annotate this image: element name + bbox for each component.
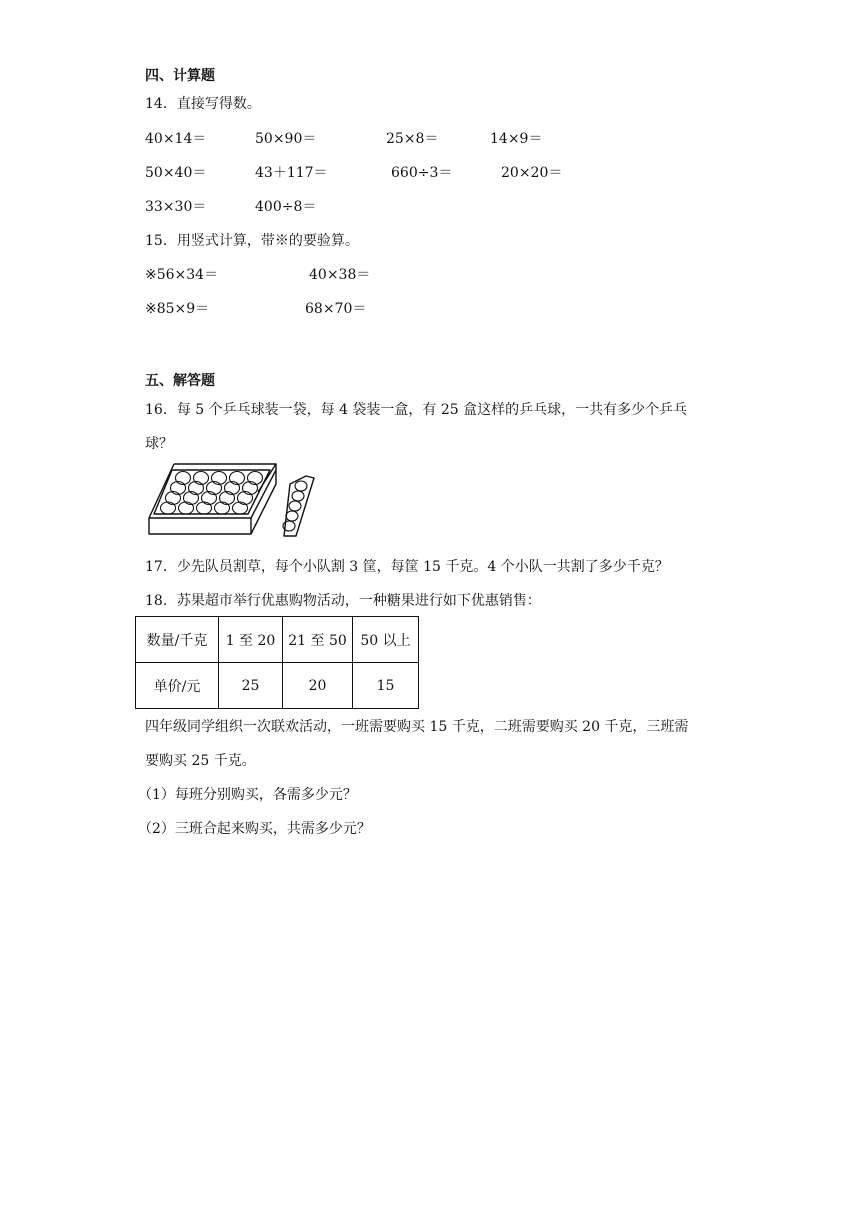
expression: ※56×34＝ — [145, 267, 219, 283]
expression: 25×8＝ — [386, 131, 439, 147]
expression: 40×14＝ — [145, 131, 207, 147]
table-header-cell: 50 以上 — [353, 617, 419, 663]
expression: 33×30＝ — [145, 199, 207, 215]
section-heading-calc: 四、计算题 — [145, 68, 215, 84]
expression: ※85×9＝ — [145, 301, 210, 317]
section-heading-answer: 五、解答题 — [145, 373, 215, 389]
question-16-line1: 16．每 5 个乒乓球装一袋，每 4 袋装一盒，有 25 盒这样的乒乓球，一共有多少个乒乓 — [145, 402, 688, 418]
ping-pong-box-illustration — [146, 462, 322, 542]
table-header-cell: 21 至 50 — [283, 617, 353, 663]
question-18-intro: 18．苏果超市举行优惠购物活动，一种糖果进行如下优惠销售： — [145, 593, 541, 609]
expression: 50×40＝ — [145, 165, 207, 181]
table-cell: 单价/元 — [136, 663, 219, 709]
question-14-title: 14．直接写得数。 — [145, 96, 261, 112]
question-17-text: 17．少先队员割草，每个小队割 3 筐，每筐 15 千克。4 个小队一共割了多少千克？ — [145, 559, 669, 575]
question-18-para-line2: 要购买 25 千克。 — [145, 753, 256, 769]
table-row — [136, 617, 419, 663]
expression: 50×90＝ — [255, 131, 317, 147]
expression: 20×20＝ — [501, 165, 563, 181]
question-18-sub2: （2）三班合起来购买，共需多少元？ — [138, 821, 371, 837]
table-cell: 15 — [353, 663, 419, 709]
table-row — [136, 663, 419, 709]
expression: 43＋117＝ — [255, 165, 328, 181]
question-15-title: 15．用竖式计算，带※的要验算。 — [145, 233, 359, 249]
question-18-sub1: （1）每班分别购买，各需多少元？ — [138, 787, 357, 803]
question-18-para-line1: 四年级同学组织一次联欢活动，一班需要购买 15 千克，二班需要购买 20 千克，三班需 — [145, 719, 689, 735]
expression: 14×9＝ — [490, 131, 543, 147]
expression: 68×70＝ — [305, 301, 367, 317]
price-table — [135, 616, 419, 709]
expression: 400÷8＝ — [255, 199, 317, 215]
table-cell: 25 — [219, 663, 283, 709]
table-header-cell: 数量/千克 — [136, 617, 219, 663]
expression: 40×38＝ — [309, 267, 371, 283]
table-header-cell: 1 至 20 — [219, 617, 283, 663]
table-cell: 20 — [283, 663, 353, 709]
expression: 660÷3＝ — [391, 165, 453, 181]
question-16-line2: 球？ — [145, 436, 173, 452]
